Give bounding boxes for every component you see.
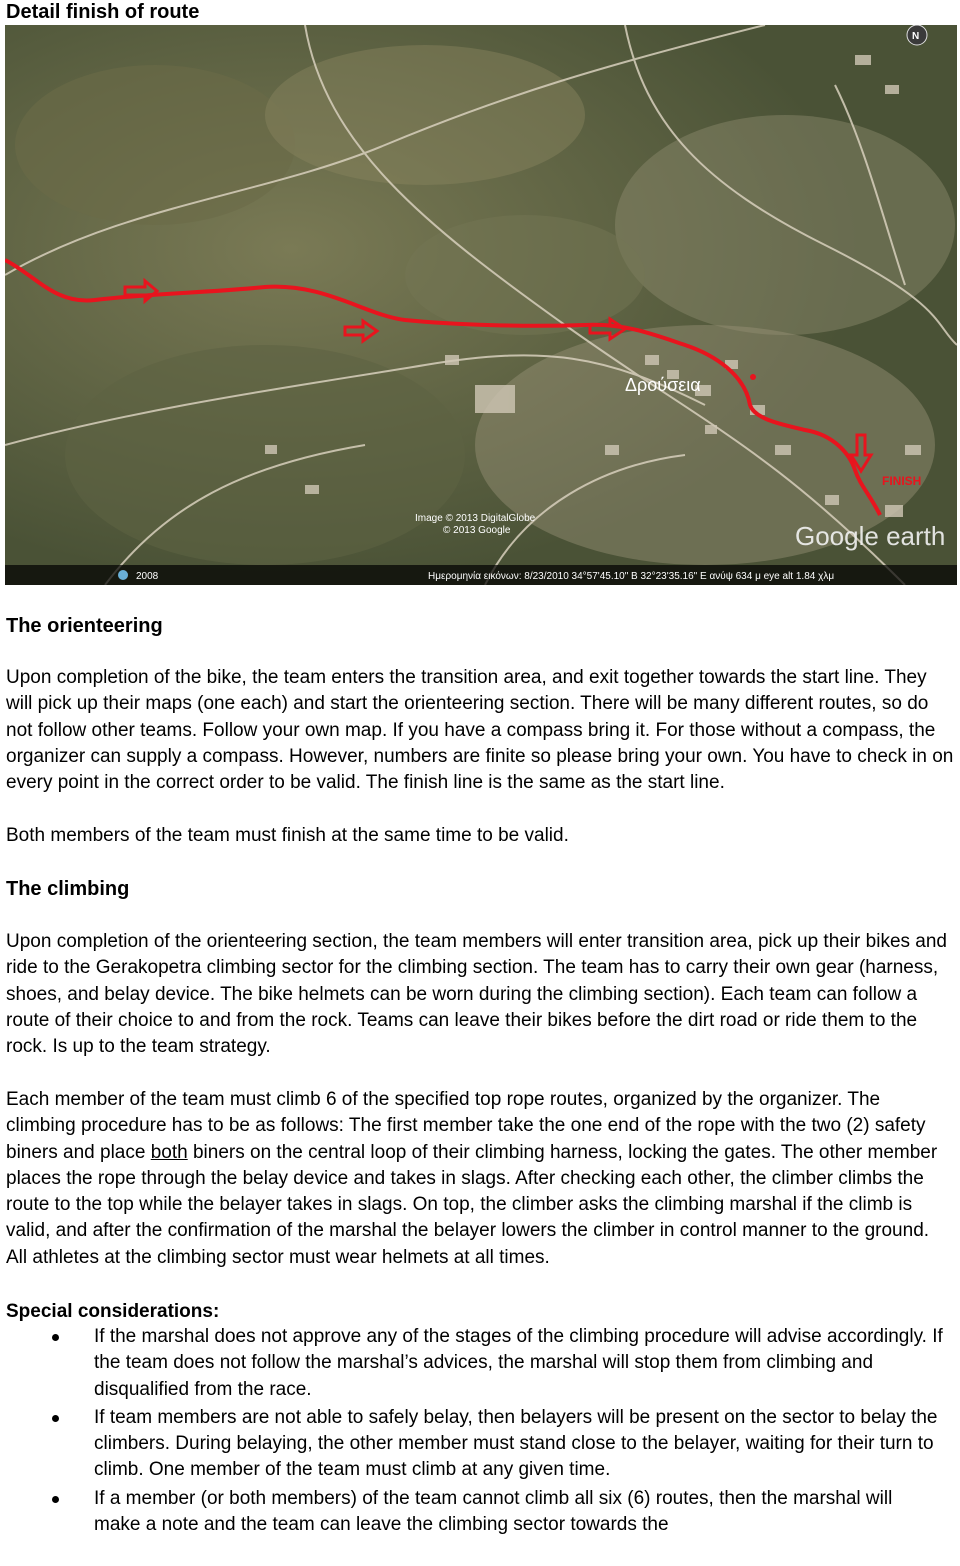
- list-item: [0, 1405, 944, 1484]
- copyright-1: Image © 2013 DigitalGlobe: [415, 513, 536, 524]
- list-item: [0, 1324, 944, 1403]
- copyright-2: © 2013 Google: [443, 525, 511, 536]
- list-item-text: If a member (or both members) of the team cannot climb all six (6) routes, then the marshal will make a note and the team can leave the climbing sector towards the: [94, 1487, 893, 1536]
- north-label: N: [912, 31, 920, 42]
- climbing-body-2-pre: Each member of the team must climb 6 of the specified top rope routes, organized by the organizer. The climbing procedure has to be as follows: The first member take the one end of the rope with the two (2) safety biners and place: [6, 1089, 926, 1163]
- imagery-year: 2008: [136, 571, 159, 582]
- bullet-icon: [52, 1334, 59, 1341]
- orienteering-body: Upon completion of the bike, the team enters the transition area, and exit together towards the start line. They will pick up their maps (one each) and start the orienteering section. There will be many different routes, so do not follow other teams. Follow your own map. If you have a compass bring it. For those without a compass, the organizer can supply a compass. However, numbers are finite so please bring your own. You have to check in on every point in the correct order to be valid. The finish line is the same as the start line.: [6, 667, 954, 794]
- climbing-body: Upon completion of the orienteering section, the team members will enter transition area, pick up their bikes and ride to the Gerakopetra climbing sector for the climbing section. The team has to carry their own gear (harness, shoes, and belay device. The bike helmets can be worn during the climbing section). Each team can follow a route of their choice to and from the rock. Teams can leave their bikes before the dirt road or ride them to the rock. Is up to the team strategy.: [6, 931, 947, 1058]
- bullet-icon: [52, 1496, 59, 1503]
- orienteering-title: The orienteering: [6, 615, 163, 637]
- special-considerations-title: Special considerations:: [6, 1301, 220, 1322]
- special-considerations-list: [0, 1324, 960, 1540]
- map-status-text: Ημερομηνία εικόνων: 8/23/2010 34°57'45.10" Β 32°23'35.16" Ε ανύψ 634 μ eye alt 1.84 χλμ: [428, 571, 835, 582]
- climbing-body-2: [6, 1087, 954, 1271]
- list-item-text: If team members are not able to safely belay, then belayers will be present on the sector to belay the climbers. During belaying, the other member must stand close to the belayer, waiting for their turn to climb. One member of the team must climb at any given time.: [94, 1406, 938, 1481]
- finish-label: FINISH: [882, 474, 922, 488]
- village-pin: [750, 374, 756, 380]
- village-label: Δρούσεια: [625, 375, 701, 395]
- climbing-title: The climbing: [6, 878, 130, 900]
- orienteering-body-2: Both members of the team must finish at the same time to be valid.: [6, 825, 569, 846]
- satellite-map: [5, 25, 957, 585]
- list-item: [0, 1486, 944, 1539]
- bullet-icon: [52, 1415, 59, 1422]
- google-earth-logo: Google earth: [795, 521, 946, 551]
- history-icon[interactable]: [118, 570, 128, 580]
- emphasis-both: both: [150, 1141, 188, 1163]
- list-item-text: If the marshal does not approve any of the stages of the climbing procedure will advise accordingly. If the team does not follow the marshal’s advices, the marshal will stop them from climbing and disqualified from the race.: [94, 1326, 943, 1400]
- map-section-title: Detail finish of route: [6, 1, 200, 23]
- climbing-body-2-post: biners on the central loop of their climbing harness, locking the gates. The other member places the rope through the belay device and takes in slags. After checking each other, the climber climbs the route to the top while the belayer takes in slags. On top, the climber asks the climbing marshal if the climb is valid, and after the confirmation of the marshal the belayer lowers the climber in control manner to the ground. All athletes at the climbing sector must wear helmets at all times.: [6, 1141, 938, 1268]
